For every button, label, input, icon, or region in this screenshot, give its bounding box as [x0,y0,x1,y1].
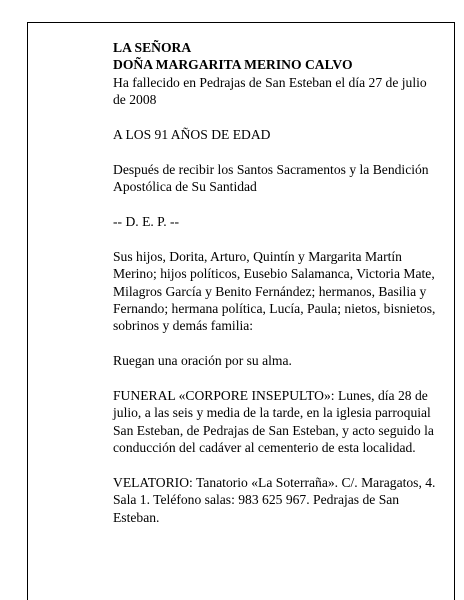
death-info: Ha fallecido en Pedrajas de San Esteban el día 27 de julio de 2008 [113,74,427,108]
deceased-name: DOÑA MARGARITA MERINO CALVO [113,57,353,73]
obituary-text [113,39,438,544]
family-paragraph: Sus hijos, Dorita, Arturo, Quintín y Margarita Martín Merino; hijos políticos, Eusebio Salamanca, Victoria Mate, Milagros García y Benito Fernández; hermanos, Basilia y Fernando; hermana política, Lucía, Paula; nietos, bisnietos, sobrinos y demás familia: [113,248,436,334]
velatorio-paragraph: VELATORIO: Tanatorio «La Soterraña». C/. Maragatos, 4. Sala 1. Teléfono salas: 983 625 967. Pedrajas de San Esteban. [113,475,436,525]
sacraments-line: Después de recibir los Santos Sacramentos y la Bendición Apostólica de Su Santidad [113,161,429,195]
funeral-paragraph: FUNERAL «CORPORE INSEPULTO»: Lunes, día 28 de julio, a las seis y media de la tarde, en la iglesia parroquial San Esteban, de Pedrajas de San Esteban, y acto seguido la conducción del cadáver al cementerio de esta localidad. [113,388,434,456]
prayer-line: Ruegan una oración por su alma. [113,353,292,369]
age-line: A LOS 91 AÑOS DE EDAD [113,127,271,143]
dep-line: -- D. E. P. -- [113,214,180,230]
title-line: LA SEÑORA [113,40,192,55]
